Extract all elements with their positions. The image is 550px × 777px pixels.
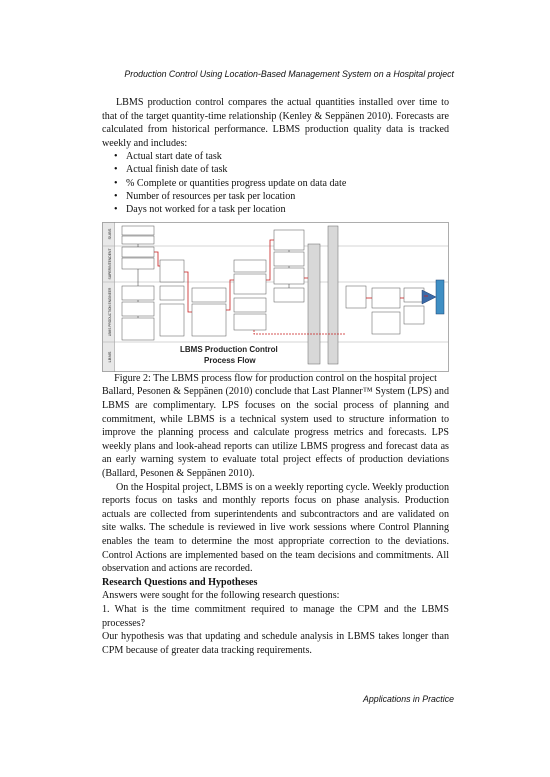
paragraph: On the Hospital project, LBMS is on a weekly reporting cycle. Weekly production reports focus on tasks and monthly reports focus on phase analysis. Production actuals are collected from superintendents and subcontractors and are validated on site walks. The schedule is reviewed in live work sessions where Control Planning enables the team to determine the most appropriate correction to the deviations. Control Actions are implemented based on the team decisions and commitments. All observation and actions are recorded. [102,481,449,575]
lane-label: LBMS PRODUCTION ENGINEER [108,287,112,337]
section-heading: Research Questions and Hypotheses [102,576,258,588]
list-item: • Number of resources per task per location [102,190,449,203]
page-body [102,96,449,657]
process-flow-figure [102,222,449,372]
list-item: • Actual start date of task [102,150,449,163]
lane-label: SUBS [107,228,112,240]
intro-paragraph: LBMS production control compares the actual quantities installed over time to that of the target quantity-time relationship (Kenley & Seppänen 2010). Forecasts are calculated from historical performance. LBMS production quality data is tracked weekly and includes: [102,97,449,149]
list-item: • Days not worked for a task per location [102,203,449,216]
list-item: • % Complete or quantities progress update on data date [102,177,449,190]
paragraph: Our hypothesis was that updating and schedule analysis in LBMS takes longer than CPM because of greater data tracking requirements. [102,631,449,656]
research-question: 1. What is the time commitment required to manage the CPM and the LBMS processes? [102,603,449,629]
lane-label: LBMS [107,351,112,363]
diagram-banner-line2: Process Flow [204,355,256,365]
list-item: • Actual finish date of task [102,163,449,176]
paragraph: Answers were sought for the following research questions: [102,590,340,602]
process-flow-diagram [102,222,449,372]
running-header: Production Control Using Location-Based Management System on a Hospital project [124,69,454,79]
lane-label: SUPERINTENDENT [108,248,112,280]
running-footer: Applications in Practice [363,694,454,704]
paragraph: Ballard, Pesonen & Seppänen (2010) conclude that Last Planner™ System (LPS) and LBMS are complimentary. LPS focuses on the social process of planning and commitment, while LBMS is a technical system used to structure information to improve the planning process and calculate progress metrics and forecasts. LPS weekly plans and look-ahead reports can utilize LBMS progress and forecast data as an early warning system to evaluate total project effects of production deviations (Ballard, Pesonen & Seppänen 2010). [102,386,449,479]
bullet-list [102,150,449,215]
diagram-banner-line1: LBMS Production Control [180,344,278,354]
figure-caption: Figure 2: The LBMS process flow for production control on the hospital project [114,372,437,384]
